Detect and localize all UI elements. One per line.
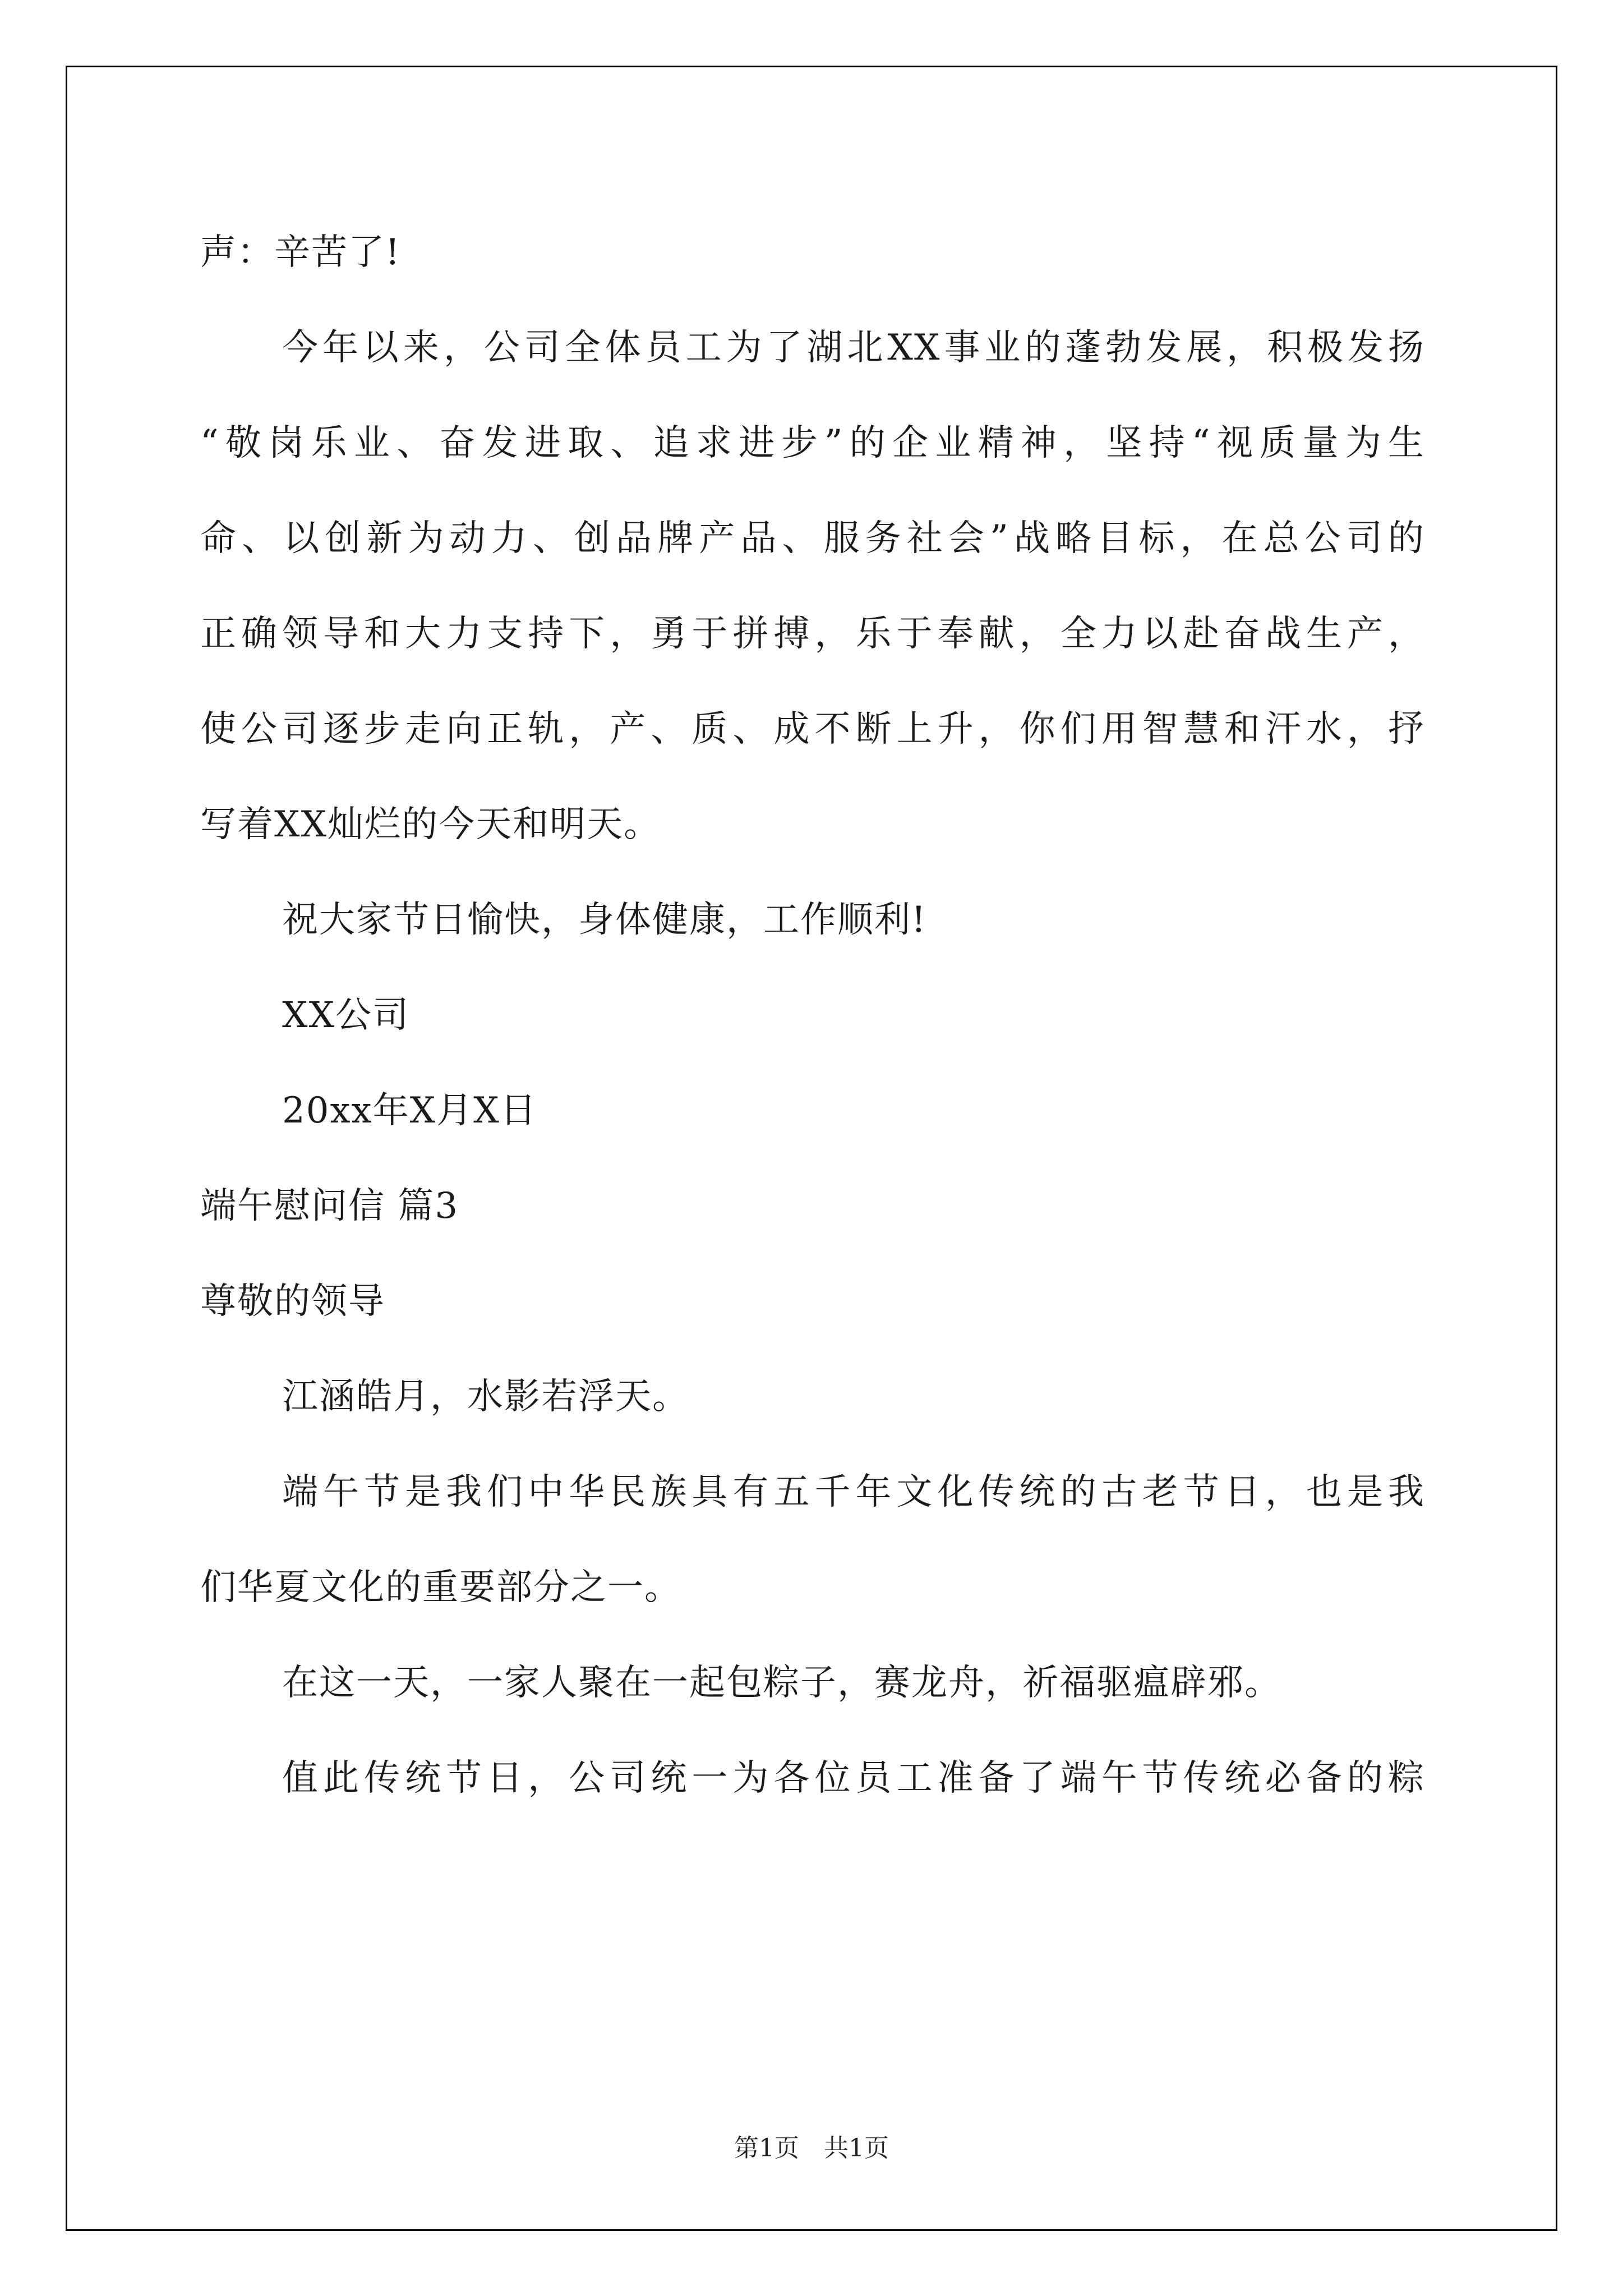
text-line: 在这一天，一家人聚在一起包粽子，赛龙舟，祈福驱瘟辟邪。 xyxy=(282,1662,1281,1704)
salutation: 尊敬的领导 xyxy=(200,1281,385,1322)
page-number-footer: 第1页 共1页 xyxy=(734,2134,889,2162)
text-line: 值此传统节日，公司统一为各位员工准备了端午节传统必备的粽 xyxy=(282,1757,1425,1799)
text-line: 使公司逐步走向正轨，产、质、成不断上升，你们用智慧和汗水，抒 xyxy=(200,708,1425,750)
text-line: 祝大家节日愉快，身体健康，工作顺利! xyxy=(282,899,927,941)
signature-company: XX公司 xyxy=(282,995,410,1036)
text-line: 写着XX灿烂的今天和明天。 xyxy=(200,804,661,845)
text-line: “敬岗乐业、奋发进取、追求进步”的企业精神，坚持“视质量为生 xyxy=(200,422,1425,464)
text-line: 江涵皓月，水影若浮天。 xyxy=(282,1376,689,1418)
text-line: 今年以来，公司全体员工为了湖北XX事业的蓬勃发展，积极发扬 xyxy=(282,327,1425,369)
page-border xyxy=(66,66,1557,2231)
signature-date: 20xx年X月X日 xyxy=(282,1090,537,1131)
text-line: 命、以创新为动力、创品牌产品、服务社会”战略目标，在总公司的 xyxy=(200,518,1425,559)
text-line: 声：辛苦了! xyxy=(200,232,401,273)
text-line: 端午节是我们中华民族具有五千年文化传统的古老节日，也是我 xyxy=(282,1471,1425,1513)
section-heading: 端午慰问信 篇3 xyxy=(200,1185,459,1227)
text-line: 正确领导和大力支持下，勇于拼搏，乐于奉献，全力以赴奋战生产， xyxy=(200,613,1425,655)
text-line: 们华夏文化的重要部分之一。 xyxy=(200,1567,681,1608)
